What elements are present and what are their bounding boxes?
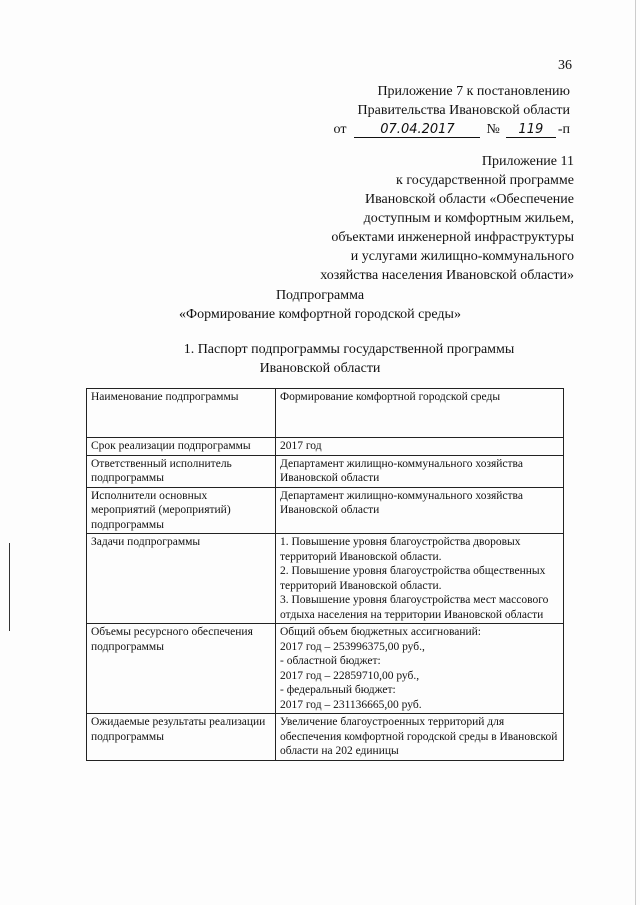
subprogram-label: Подпрограмма [275,288,365,303]
row-label: Ожидаемые результаты реализации подпрограммы [87,714,276,761]
row-value-line: 3. Повышение уровня благоустройства мест массового отдыха населения на территории Ивановской области [280,594,549,621]
table-row [87,714,564,761]
passport-table [86,388,564,761]
row-value-line: 2017 год – 253996375,00 руб., [280,640,425,653]
row-value-line: - федеральный бюджет: [280,684,396,696]
passport-heading [0,340,640,378]
row-value [276,438,564,456]
row-value-line: Увеличение благоустроенных территорий для обеспечения комфортной городской среды в Ивановской области на 202 единицы [280,716,558,757]
row-value-line: 2017 год – 231136665,00 руб. [280,698,422,711]
table-row [87,624,564,714]
scan-edge-line [635,0,636,905]
from-label: от [333,122,347,137]
passport-line2: Ивановской области [259,361,381,376]
row-label: Задачи подпрограммы [87,534,276,624]
annex11-line: хозяйства населения Ивановской области» [320,268,574,283]
number-suffix: -п [557,122,570,137]
table-row [87,438,564,456]
passport-line1: 1. Паспорт подпрограммы государственной программы [183,342,515,357]
row-value-line: 1. Повышение уровня благоустройства дворовых территорий Ивановской области. [280,536,521,563]
row-value-line: Общий объем бюджетных ассигнований: [280,626,481,638]
table-row [87,487,564,534]
annex7-date-line [240,120,570,139]
number-label: № [486,122,500,137]
row-value-line: - областной бюджет: [280,655,381,667]
row-label: Исполнители основных мероприятий (мероприятий) подпрограммы [87,487,276,534]
row-value [276,534,564,624]
annex11-line: Ивановской области «Обеспечение [364,192,574,207]
annex11-line: Приложение 11 [481,154,574,169]
handwritten-number: 119 [506,122,556,138]
row-value-line: Формирование комфортной городской среды [280,391,501,403]
table-row [87,534,564,624]
annex11-header [274,152,574,285]
subprogram-heading [0,286,640,324]
row-value [276,487,564,534]
subprogram-title: «Формирование комфортной городской среды» [179,307,461,322]
row-value [276,389,564,438]
annex7-header [240,82,570,139]
row-value-line: 2017 год – 22859710,00 руб., [280,669,420,682]
row-value [276,714,564,761]
annex11-line: к государственной программе [396,173,574,188]
margin-mark [9,543,10,631]
row-value [276,624,564,714]
annex11-line: и услугами жилищно-коммунального [350,249,574,264]
page-number: 36 [558,58,572,73]
table-row [87,389,564,438]
annex11-line: доступным и комфортным жильем, [363,211,574,226]
row-value-line: Департамент жилищно-коммунального хозяйства Ивановской области [280,457,523,484]
table-row [87,455,564,487]
handwritten-date: 07.04.2017 [354,122,480,138]
row-value-line: 2017 год [280,440,322,452]
row-value-line: Департамент жилищно-коммунального хозяйства Ивановской области [280,489,523,516]
row-label: Срок реализации подпрограммы [87,438,276,456]
annex7-line2: Правительства Ивановской области [357,103,570,118]
row-label: Наименование подпрограммы [87,389,276,438]
row-label: Ответственный исполнитель подпрограммы [87,455,276,487]
annex11-line: объектами инженерной инфраструктуры [331,230,574,245]
row-label: Объемы ресурсного обеспечения подпрограммы [87,624,276,714]
row-value [276,455,564,487]
row-value-line: 2. Повышение уровня благоустройства общественных территорий Ивановской области. [280,565,546,592]
annex7-line1: Приложение 7 к постановлению [377,84,570,99]
